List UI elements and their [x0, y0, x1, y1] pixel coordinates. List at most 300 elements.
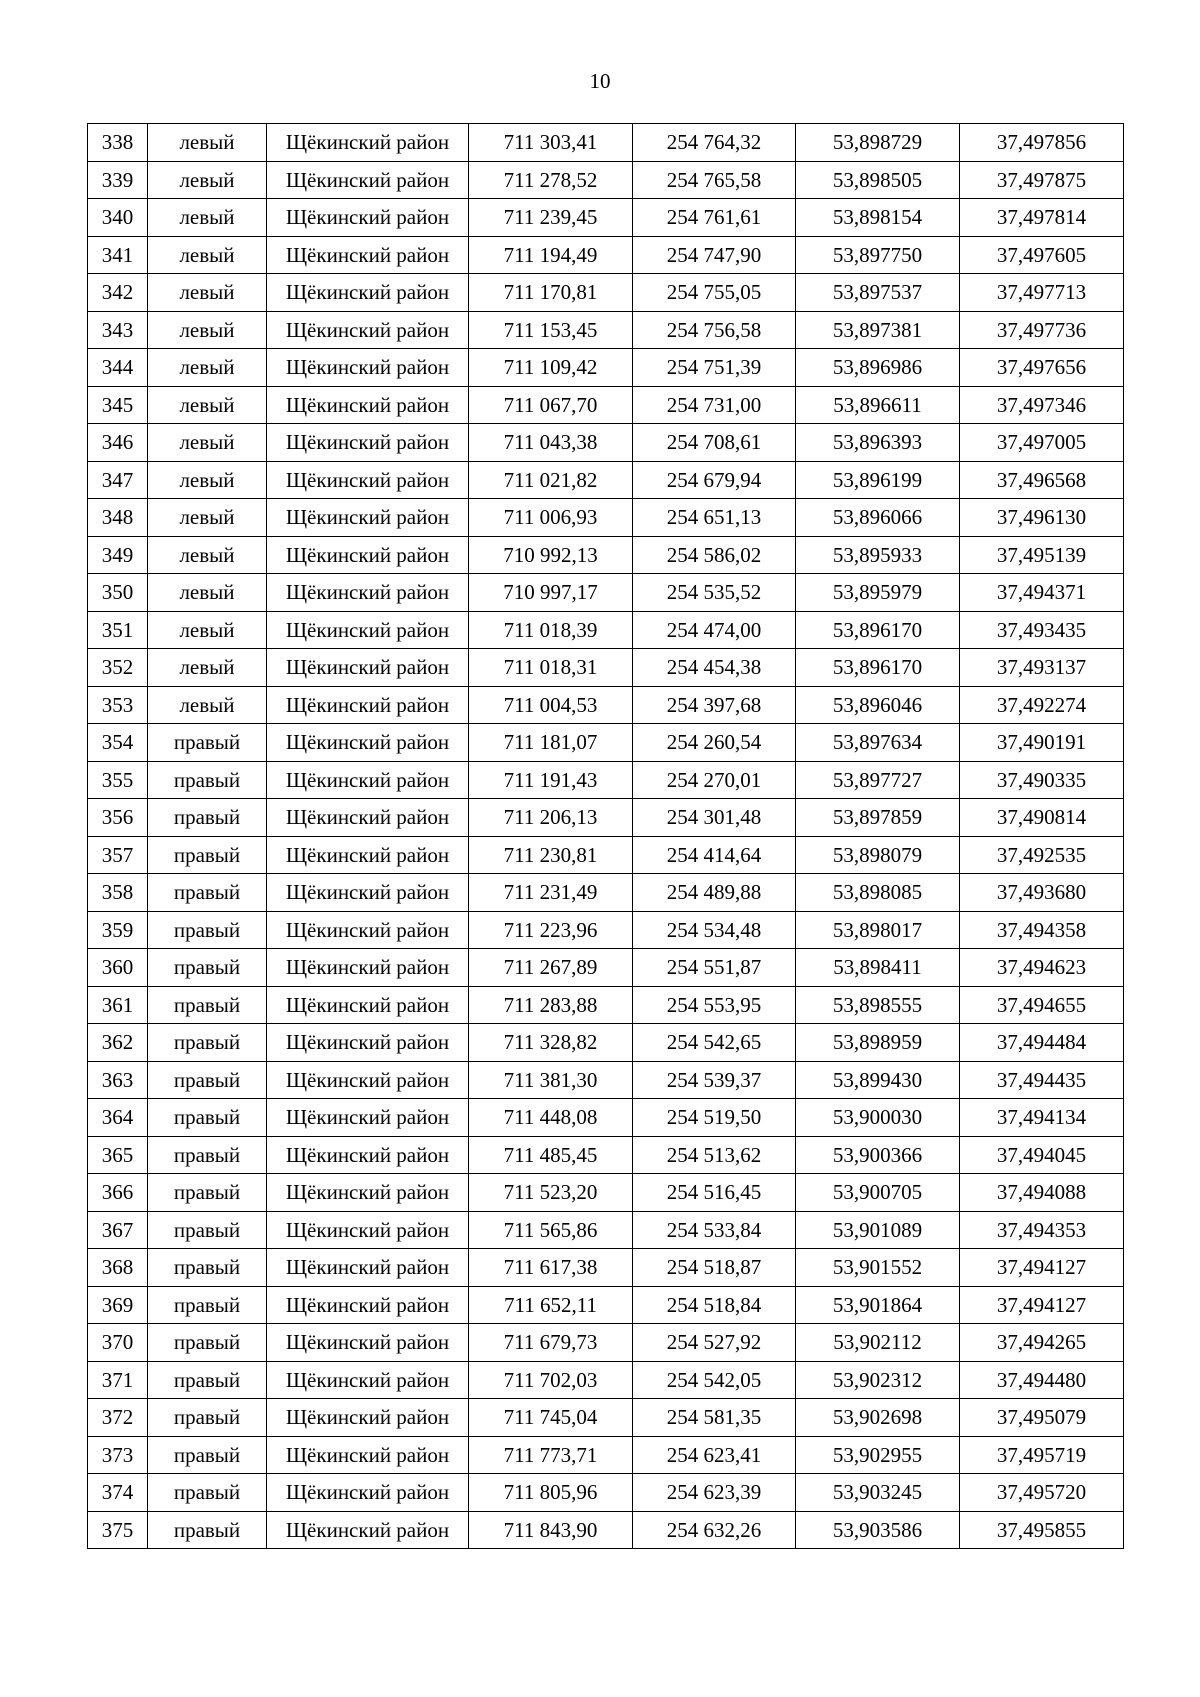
- table-row: [88, 1061, 1124, 1099]
- x-coordinate-cell: 711 448,08: [469, 1099, 633, 1137]
- table-row: [88, 611, 1124, 649]
- y-coordinate-cell: 254 553,95: [633, 986, 796, 1024]
- bank-side-cell: левый: [148, 311, 267, 349]
- longitude-cell: 37,494480: [960, 1361, 1124, 1399]
- x-coordinate-cell: 711 773,71: [469, 1436, 633, 1474]
- bank-side-cell: левый: [148, 236, 267, 274]
- x-coordinate-cell: 711 267,89: [469, 949, 633, 987]
- point-number-cell: 347: [88, 461, 148, 499]
- table-row: [88, 311, 1124, 349]
- point-number-cell: 373: [88, 1436, 148, 1474]
- district-cell: Щёкинский район: [267, 649, 469, 687]
- x-coordinate-cell: 711 523,20: [469, 1174, 633, 1212]
- point-number-cell: 348: [88, 499, 148, 537]
- point-number-cell: 362: [88, 1024, 148, 1062]
- x-coordinate-cell: 711 018,39: [469, 611, 633, 649]
- longitude-cell: 37,494265: [960, 1324, 1124, 1362]
- point-number-cell: 368: [88, 1249, 148, 1287]
- y-coordinate-cell: 254 751,39: [633, 349, 796, 387]
- table-row: [88, 574, 1124, 612]
- y-coordinate-cell: 254 632,26: [633, 1511, 796, 1549]
- longitude-cell: 37,494655: [960, 986, 1124, 1024]
- bank-side-cell: правый: [148, 911, 267, 949]
- point-number-cell: 355: [88, 761, 148, 799]
- longitude-cell: 37,494088: [960, 1174, 1124, 1212]
- table-row: [88, 799, 1124, 837]
- bank-side-cell: правый: [148, 1474, 267, 1512]
- bank-side-cell: правый: [148, 1399, 267, 1437]
- district-cell: Щёкинский район: [267, 724, 469, 762]
- point-number-cell: 358: [88, 874, 148, 912]
- district-cell: Щёкинский район: [267, 124, 469, 162]
- point-number-cell: 369: [88, 1286, 148, 1324]
- y-coordinate-cell: 254 301,48: [633, 799, 796, 837]
- point-number-cell: 372: [88, 1399, 148, 1437]
- bank-side-cell: правый: [148, 724, 267, 762]
- x-coordinate-cell: 711 206,13: [469, 799, 633, 837]
- table-row: [88, 1211, 1124, 1249]
- table-row: [88, 911, 1124, 949]
- bank-side-cell: правый: [148, 836, 267, 874]
- y-coordinate-cell: 254 708,61: [633, 424, 796, 462]
- x-coordinate-cell: 711 328,82: [469, 1024, 633, 1062]
- x-coordinate-cell: 711 745,04: [469, 1399, 633, 1437]
- latitude-cell: 53,896986: [796, 349, 960, 387]
- table-row: [88, 686, 1124, 724]
- bank-side-cell: левый: [148, 536, 267, 574]
- point-number-cell: 350: [88, 574, 148, 612]
- point-number-cell: 354: [88, 724, 148, 762]
- x-coordinate-cell: 710 997,17: [469, 574, 633, 612]
- x-coordinate-cell: 711 278,52: [469, 161, 633, 199]
- table-row: [88, 1399, 1124, 1437]
- point-number-cell: 345: [88, 386, 148, 424]
- y-coordinate-cell: 254 542,05: [633, 1361, 796, 1399]
- point-number-cell: 343: [88, 311, 148, 349]
- longitude-cell: 37,494623: [960, 949, 1124, 987]
- district-cell: Щёкинский район: [267, 686, 469, 724]
- x-coordinate-cell: 711 231,49: [469, 874, 633, 912]
- table-row: [88, 836, 1124, 874]
- longitude-cell: 37,494127: [960, 1286, 1124, 1324]
- latitude-cell: 53,900366: [796, 1136, 960, 1174]
- latitude-cell: 53,900705: [796, 1174, 960, 1212]
- district-cell: Щёкинский район: [267, 1511, 469, 1549]
- point-number-cell: 356: [88, 799, 148, 837]
- district-cell: Щёкинский район: [267, 349, 469, 387]
- district-cell: Щёкинский район: [267, 499, 469, 537]
- point-number-cell: 353: [88, 686, 148, 724]
- table-row: [88, 386, 1124, 424]
- bank-side-cell: левый: [148, 199, 267, 237]
- bank-side-cell: левый: [148, 461, 267, 499]
- page-number: 10: [589, 69, 611, 93]
- y-coordinate-cell: 254 519,50: [633, 1099, 796, 1137]
- latitude-cell: 53,902698: [796, 1399, 960, 1437]
- x-coordinate-cell: 711 018,31: [469, 649, 633, 687]
- longitude-cell: 37,493680: [960, 874, 1124, 912]
- table-row: [88, 236, 1124, 274]
- bank-side-cell: правый: [148, 1286, 267, 1324]
- bank-side-cell: левый: [148, 574, 267, 612]
- table-row: [88, 1099, 1124, 1137]
- bank-side-cell: левый: [148, 611, 267, 649]
- longitude-cell: 37,494353: [960, 1211, 1124, 1249]
- longitude-cell: 37,495139: [960, 536, 1124, 574]
- district-cell: Щёкинский район: [267, 761, 469, 799]
- point-number-cell: 361: [88, 986, 148, 1024]
- x-coordinate-cell: 711 381,30: [469, 1061, 633, 1099]
- y-coordinate-cell: 254 518,84: [633, 1286, 796, 1324]
- y-coordinate-cell: 254 534,48: [633, 911, 796, 949]
- point-number-cell: 338: [88, 124, 148, 162]
- bank-side-cell: правый: [148, 1061, 267, 1099]
- point-number-cell: 364: [88, 1099, 148, 1137]
- point-number-cell: 351: [88, 611, 148, 649]
- longitude-cell: 37,495855: [960, 1511, 1124, 1549]
- district-cell: Щёкинский район: [267, 199, 469, 237]
- table-row: [88, 1361, 1124, 1399]
- x-coordinate-cell: 711 191,43: [469, 761, 633, 799]
- point-number-cell: 357: [88, 836, 148, 874]
- latitude-cell: 53,898154: [796, 199, 960, 237]
- district-cell: Щёкинский район: [267, 949, 469, 987]
- y-coordinate-cell: 254 270,01: [633, 761, 796, 799]
- longitude-cell: 37,493435: [960, 611, 1124, 649]
- longitude-cell: 37,490335: [960, 761, 1124, 799]
- longitude-cell: 37,497656: [960, 349, 1124, 387]
- district-cell: Щёкинский район: [267, 1436, 469, 1474]
- y-coordinate-cell: 254 518,87: [633, 1249, 796, 1287]
- y-coordinate-cell: 254 651,13: [633, 499, 796, 537]
- table-row: [88, 1024, 1124, 1062]
- x-coordinate-cell: 711 153,45: [469, 311, 633, 349]
- y-coordinate-cell: 254 747,90: [633, 236, 796, 274]
- district-cell: Щёкинский район: [267, 1099, 469, 1137]
- table-row: [88, 461, 1124, 499]
- y-coordinate-cell: 254 539,37: [633, 1061, 796, 1099]
- y-coordinate-cell: 254 764,32: [633, 124, 796, 162]
- table-row: [88, 1286, 1124, 1324]
- point-number-cell: 344: [88, 349, 148, 387]
- table-row: [88, 199, 1124, 237]
- x-coordinate-cell: 711 679,73: [469, 1324, 633, 1362]
- latitude-cell: 53,901552: [796, 1249, 960, 1287]
- bank-side-cell: правый: [148, 874, 267, 912]
- x-coordinate-cell: 711 283,88: [469, 986, 633, 1024]
- bank-side-cell: правый: [148, 1361, 267, 1399]
- district-cell: Щёкинский район: [267, 986, 469, 1024]
- point-number-cell: 359: [88, 911, 148, 949]
- table-row: [88, 499, 1124, 537]
- x-coordinate-cell: 711 239,45: [469, 199, 633, 237]
- bank-side-cell: левый: [148, 424, 267, 462]
- district-cell: Щёкинский район: [267, 1324, 469, 1362]
- longitude-cell: 37,490814: [960, 799, 1124, 837]
- district-cell: Щёкинский район: [267, 836, 469, 874]
- district-cell: Щёкинский район: [267, 311, 469, 349]
- district-cell: Щёкинский район: [267, 1174, 469, 1212]
- table-row: [88, 874, 1124, 912]
- district-cell: Щёкинский район: [267, 1061, 469, 1099]
- longitude-cell: 37,494134: [960, 1099, 1124, 1137]
- x-coordinate-cell: 711 617,38: [469, 1249, 633, 1287]
- y-coordinate-cell: 254 731,00: [633, 386, 796, 424]
- latitude-cell: 53,897634: [796, 724, 960, 762]
- district-cell: Щёкинский район: [267, 1211, 469, 1249]
- longitude-cell: 37,497605: [960, 236, 1124, 274]
- point-number-cell: 346: [88, 424, 148, 462]
- bank-side-cell: правый: [148, 1249, 267, 1287]
- bank-side-cell: правый: [148, 986, 267, 1024]
- x-coordinate-cell: 711 652,11: [469, 1286, 633, 1324]
- point-number-cell: 342: [88, 274, 148, 312]
- y-coordinate-cell: 254 679,94: [633, 461, 796, 499]
- table-row: [88, 1511, 1124, 1549]
- longitude-cell: 37,494127: [960, 1249, 1124, 1287]
- bank-side-cell: правый: [148, 761, 267, 799]
- table-row: [88, 161, 1124, 199]
- latitude-cell: 53,898555: [796, 986, 960, 1024]
- longitude-cell: 37,495719: [960, 1436, 1124, 1474]
- x-coordinate-cell: 711 230,81: [469, 836, 633, 874]
- latitude-cell: 53,900030: [796, 1099, 960, 1137]
- latitude-cell: 53,897727: [796, 761, 960, 799]
- longitude-cell: 37,494358: [960, 911, 1124, 949]
- table-row: [88, 1324, 1124, 1362]
- latitude-cell: 53,898017: [796, 911, 960, 949]
- longitude-cell: 37,492535: [960, 836, 1124, 874]
- y-coordinate-cell: 254 756,58: [633, 311, 796, 349]
- longitude-cell: 37,497856: [960, 124, 1124, 162]
- y-coordinate-cell: 254 761,61: [633, 199, 796, 237]
- table-row: [88, 1436, 1124, 1474]
- table-row: [88, 724, 1124, 762]
- district-cell: Щёкинский район: [267, 536, 469, 574]
- table-row: [88, 1474, 1124, 1512]
- table-row: [88, 1136, 1124, 1174]
- point-number-cell: 374: [88, 1474, 148, 1512]
- y-coordinate-cell: 254 474,00: [633, 611, 796, 649]
- table-body: [88, 124, 1124, 1549]
- x-coordinate-cell: 711 170,81: [469, 274, 633, 312]
- latitude-cell: 53,903586: [796, 1511, 960, 1549]
- bank-side-cell: левый: [148, 274, 267, 312]
- table-row: [88, 1174, 1124, 1212]
- point-number-cell: 363: [88, 1061, 148, 1099]
- district-cell: Щёкинский район: [267, 161, 469, 199]
- longitude-cell: 37,493137: [960, 649, 1124, 687]
- longitude-cell: 37,497346: [960, 386, 1124, 424]
- y-coordinate-cell: 254 623,39: [633, 1474, 796, 1512]
- latitude-cell: 53,902955: [796, 1436, 960, 1474]
- bank-side-cell: правый: [148, 949, 267, 987]
- x-coordinate-cell: 711 565,86: [469, 1211, 633, 1249]
- bank-side-cell: левый: [148, 124, 267, 162]
- point-number-cell: 366: [88, 1174, 148, 1212]
- y-coordinate-cell: 254 581,35: [633, 1399, 796, 1437]
- x-coordinate-cell: 711 805,96: [469, 1474, 633, 1512]
- x-coordinate-cell: 711 043,38: [469, 424, 633, 462]
- latitude-cell: 53,895933: [796, 536, 960, 574]
- district-cell: Щёкинский район: [267, 611, 469, 649]
- district-cell: Щёкинский район: [267, 1024, 469, 1062]
- longitude-cell: 37,492274: [960, 686, 1124, 724]
- latitude-cell: 53,898085: [796, 874, 960, 912]
- table-row: [88, 949, 1124, 987]
- y-coordinate-cell: 254 535,52: [633, 574, 796, 612]
- longitude-cell: 37,494371: [960, 574, 1124, 612]
- district-cell: Щёкинский район: [267, 1474, 469, 1512]
- longitude-cell: 37,497875: [960, 161, 1124, 199]
- table-row: [88, 536, 1124, 574]
- longitude-cell: 37,495079: [960, 1399, 1124, 1437]
- y-coordinate-cell: 254 516,45: [633, 1174, 796, 1212]
- district-cell: Щёкинский район: [267, 1399, 469, 1437]
- latitude-cell: 53,902112: [796, 1324, 960, 1362]
- longitude-cell: 37,495720: [960, 1474, 1124, 1512]
- longitude-cell: 37,497814: [960, 199, 1124, 237]
- coordinates-table: [87, 123, 1124, 1549]
- x-coordinate-cell: 711 004,53: [469, 686, 633, 724]
- y-coordinate-cell: 254 551,87: [633, 949, 796, 987]
- district-cell: Щёкинский район: [267, 461, 469, 499]
- latitude-cell: 53,898079: [796, 836, 960, 874]
- bank-side-cell: правый: [148, 1136, 267, 1174]
- latitude-cell: 53,898505: [796, 161, 960, 199]
- y-coordinate-cell: 254 755,05: [633, 274, 796, 312]
- point-number-cell: 371: [88, 1361, 148, 1399]
- district-cell: Щёкинский район: [267, 799, 469, 837]
- bank-side-cell: правый: [148, 1099, 267, 1137]
- longitude-cell: 37,494435: [960, 1061, 1124, 1099]
- bank-side-cell: правый: [148, 1024, 267, 1062]
- latitude-cell: 53,896170: [796, 611, 960, 649]
- latitude-cell: 53,897750: [796, 236, 960, 274]
- longitude-cell: 37,497736: [960, 311, 1124, 349]
- table-row: [88, 349, 1124, 387]
- longitude-cell: 37,496130: [960, 499, 1124, 537]
- x-coordinate-cell: 711 181,07: [469, 724, 633, 762]
- y-coordinate-cell: 254 260,54: [633, 724, 796, 762]
- latitude-cell: 53,896170: [796, 649, 960, 687]
- y-coordinate-cell: 254 527,92: [633, 1324, 796, 1362]
- y-coordinate-cell: 254 623,41: [633, 1436, 796, 1474]
- bank-side-cell: левый: [148, 386, 267, 424]
- point-number-cell: 349: [88, 536, 148, 574]
- latitude-cell: 53,903245: [796, 1474, 960, 1512]
- x-coordinate-cell: 711 194,49: [469, 236, 633, 274]
- bank-side-cell: правый: [148, 1436, 267, 1474]
- latitude-cell: 53,901864: [796, 1286, 960, 1324]
- district-cell: Щёкинский район: [267, 1136, 469, 1174]
- x-coordinate-cell: 711 702,03: [469, 1361, 633, 1399]
- table-row: [88, 274, 1124, 312]
- x-coordinate-cell: 711 485,45: [469, 1136, 633, 1174]
- longitude-cell: 37,496568: [960, 461, 1124, 499]
- point-number-cell: 367: [88, 1211, 148, 1249]
- district-cell: Щёкинский район: [267, 1361, 469, 1399]
- bank-side-cell: левый: [148, 349, 267, 387]
- bank-side-cell: правый: [148, 1174, 267, 1212]
- y-coordinate-cell: 254 586,02: [633, 536, 796, 574]
- district-cell: Щёкинский район: [267, 424, 469, 462]
- point-number-cell: 340: [88, 199, 148, 237]
- table-row: [88, 761, 1124, 799]
- point-number-cell: 370: [88, 1324, 148, 1362]
- district-cell: Щёкинский район: [267, 236, 469, 274]
- point-number-cell: 365: [88, 1136, 148, 1174]
- bank-side-cell: правый: [148, 1324, 267, 1362]
- bank-side-cell: правый: [148, 1511, 267, 1549]
- latitude-cell: 53,896066: [796, 499, 960, 537]
- latitude-cell: 53,898729: [796, 124, 960, 162]
- longitude-cell: 37,497005: [960, 424, 1124, 462]
- table-row: [88, 986, 1124, 1024]
- bank-side-cell: правый: [148, 799, 267, 837]
- x-coordinate-cell: 711 223,96: [469, 911, 633, 949]
- bank-side-cell: левый: [148, 649, 267, 687]
- latitude-cell: 53,898959: [796, 1024, 960, 1062]
- y-coordinate-cell: 254 414,64: [633, 836, 796, 874]
- bank-side-cell: левый: [148, 686, 267, 724]
- district-cell: Щёкинский район: [267, 1249, 469, 1287]
- table-row: [88, 649, 1124, 687]
- latitude-cell: 53,897537: [796, 274, 960, 312]
- table-row: [88, 1249, 1124, 1287]
- x-coordinate-cell: 711 067,70: [469, 386, 633, 424]
- latitude-cell: 53,901089: [796, 1211, 960, 1249]
- district-cell: Щёкинский район: [267, 1286, 469, 1324]
- y-coordinate-cell: 254 454,38: [633, 649, 796, 687]
- y-coordinate-cell: 254 765,58: [633, 161, 796, 199]
- latitude-cell: 53,897859: [796, 799, 960, 837]
- latitude-cell: 53,896393: [796, 424, 960, 462]
- point-number-cell: 375: [88, 1511, 148, 1549]
- point-number-cell: 360: [88, 949, 148, 987]
- x-coordinate-cell: 711 303,41: [469, 124, 633, 162]
- table-row: [88, 424, 1124, 462]
- latitude-cell: 53,896199: [796, 461, 960, 499]
- x-coordinate-cell: 711 006,93: [469, 499, 633, 537]
- x-coordinate-cell: 711 021,82: [469, 461, 633, 499]
- bank-side-cell: правый: [148, 1211, 267, 1249]
- district-cell: Щёкинский район: [267, 274, 469, 312]
- district-cell: Щёкинский район: [267, 386, 469, 424]
- table-row: [88, 124, 1124, 162]
- district-cell: Щёкинский район: [267, 574, 469, 612]
- x-coordinate-cell: 711 109,42: [469, 349, 633, 387]
- longitude-cell: 37,494045: [960, 1136, 1124, 1174]
- longitude-cell: 37,494484: [960, 1024, 1124, 1062]
- latitude-cell: 53,895979: [796, 574, 960, 612]
- longitude-cell: 37,497713: [960, 274, 1124, 312]
- district-cell: Щёкинский район: [267, 911, 469, 949]
- y-coordinate-cell: 254 542,65: [633, 1024, 796, 1062]
- point-number-cell: 339: [88, 161, 148, 199]
- longitude-cell: 37,490191: [960, 724, 1124, 762]
- district-cell: Щёкинский район: [267, 874, 469, 912]
- latitude-cell: 53,902312: [796, 1361, 960, 1399]
- latitude-cell: 53,899430: [796, 1061, 960, 1099]
- point-number-cell: 341: [88, 236, 148, 274]
- bank-side-cell: левый: [148, 499, 267, 537]
- latitude-cell: 53,896046: [796, 686, 960, 724]
- latitude-cell: 53,896611: [796, 386, 960, 424]
- y-coordinate-cell: 254 513,62: [633, 1136, 796, 1174]
- y-coordinate-cell: 254 397,68: [633, 686, 796, 724]
- point-number-cell: 352: [88, 649, 148, 687]
